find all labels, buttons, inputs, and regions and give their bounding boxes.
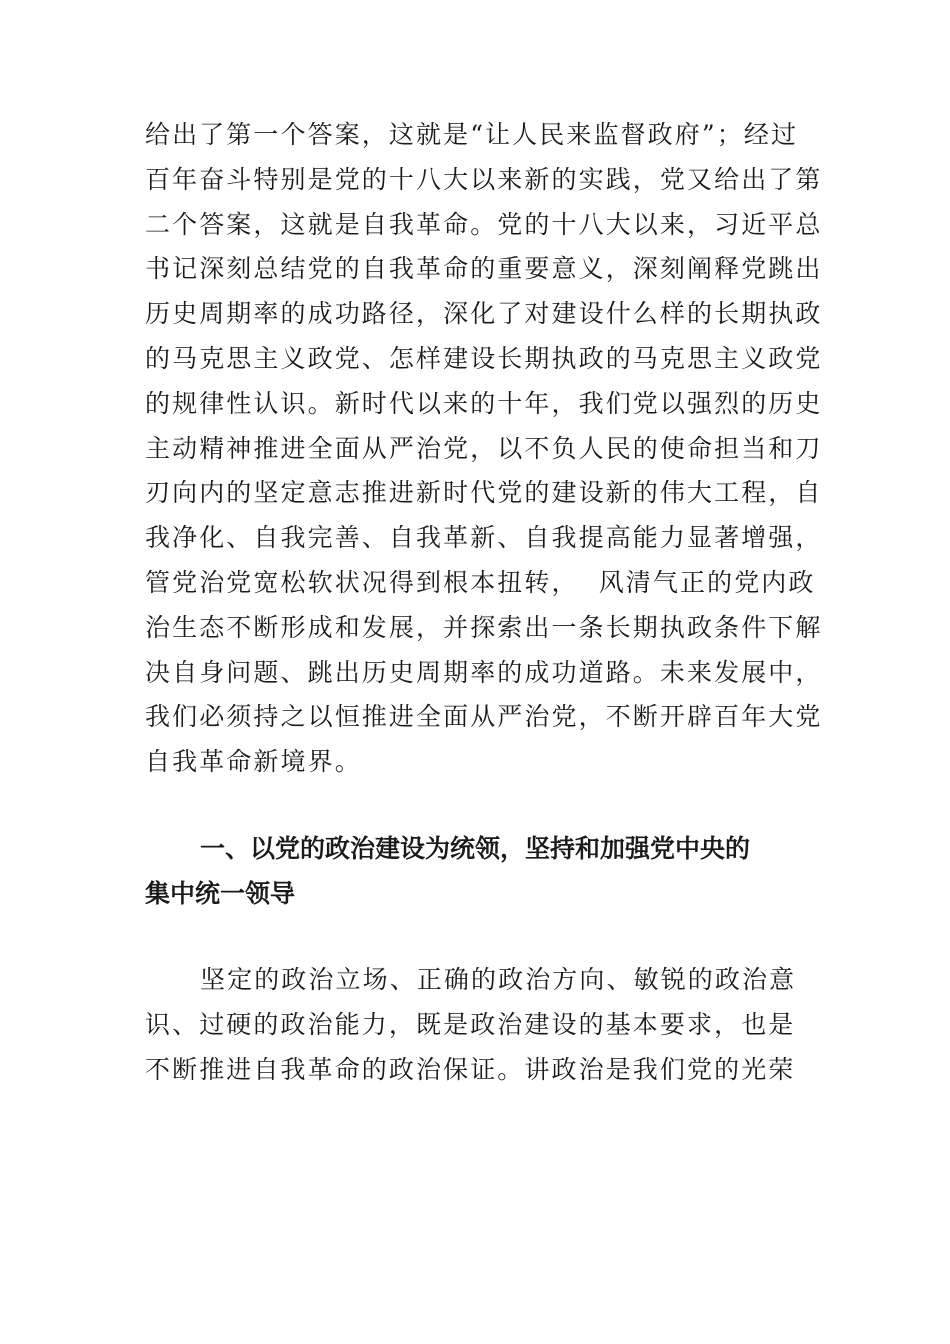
paragraph-line: 我净化、自我完善、自我革新、自我提高能力显著增强， [145,523,823,553]
paragraph-line: 我们必须持之以恒推进全面从严治党，不断开辟百年大党 [145,702,823,732]
paragraph-line: 的规律性认识。新时代以来的十年，我们党以强烈的历史 [145,388,823,418]
paragraph-line: 识、过硬的政治能力，既是政治建设的基本要求，也是 [145,1009,796,1039]
paragraph-line: 坚定的政治立场、正确的政治方向、敏锐的政治意 [200,965,797,994]
paragraph-line: 自我革命新境界。 [145,747,362,777]
paragraph-line: 主动精神推进全面从严治党，以不负人民的使命担当和刀 [145,433,823,463]
paragraph-line: 治生态不断形成和发展，并探索出一条长期执政条件下解 [145,612,823,642]
paragraph-line: 的马克思主义政党、怎样建设长期执政的马克思主义政党 [145,343,823,373]
heading-line: 集中统一领导 [145,879,296,908]
paragraph-line: 二个答案，这就是自我革命。党的十八大以来，习近平总 [145,209,823,239]
paragraph-line: 管党治党宽松软状况得到根本扭转， 风清气正的党内政 [145,567,816,597]
paragraph-line: 刃向内的坚定意志推进新时代党的建设新的伟大工程，自 [145,478,823,508]
body-paragraph [145,958,825,1092]
heading-line: 一、以党的政治建设为统领，坚持和加强党中央的 [200,834,751,863]
paragraph-line: 决自身问题、跳出历史周期率的成功道路。未来发展中， [145,657,823,687]
paragraph-line: 百年奋斗特别是党的十八大以来新的实践，党又给出了第 [145,164,823,194]
body-paragraph [145,113,825,785]
section-heading [145,826,825,916]
paragraph-line: 历史周期率的成功路径，深化了对建设什么样的长期执政 [145,299,823,329]
paragraph-line: 书记深刻总结党的自我革命的重要意义，深刻阐释党跳出 [145,254,823,284]
paragraph-line: 不断推进自我革命的政治保证。讲政治是我们党的光荣 [145,1054,796,1084]
paragraph-line: 给出了第一个答案，这就是“让人民来监督政府”；经过 [145,120,799,149]
